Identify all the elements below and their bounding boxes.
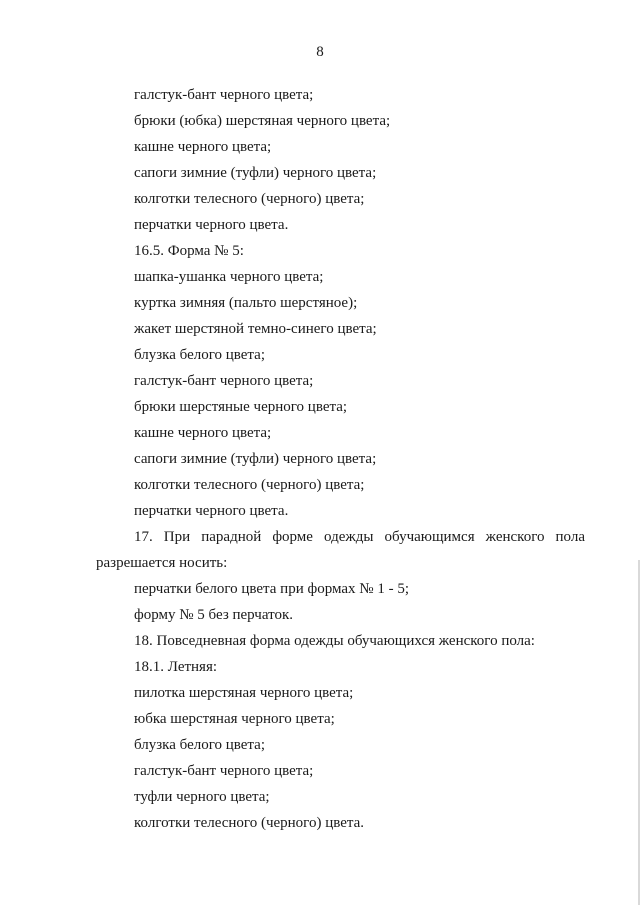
- list-item: юбка шерстяная черного цвета;: [134, 711, 335, 727]
- list-item: блузка белого цвета;: [134, 737, 265, 753]
- list-item: блузка белого цвета;: [134, 347, 265, 363]
- list-item: кашне черного цвета;: [134, 425, 272, 441]
- list-item: галстук-бант черного цвета;: [134, 87, 314, 103]
- list-item: шапка-ушанка черного цвета;: [134, 269, 324, 285]
- list-item: жакет шерстяной темно-синего цвета;: [134, 321, 377, 337]
- paragraph-17-first-line: 17. При парадной форме одежды обучающимся женского пола: [134, 529, 585, 545]
- list-item: галстук-бант черного цвета;: [134, 373, 314, 389]
- list-item: галстук-бант черного цвета;: [134, 763, 314, 779]
- section-heading: 18. Повседневная форма одежды обучающихся женского пола:: [134, 633, 535, 649]
- list-item: сапоги зимние (туфли) черного цвета;: [134, 165, 377, 181]
- paragraph-17-continuation: разрешается носить:: [96, 555, 228, 571]
- list-item: брюки шерстяные черного цвета;: [134, 399, 348, 415]
- list-item: перчатки черного цвета.: [134, 217, 289, 233]
- list-item: брюки (юбка) шерстяная черного цвета;: [134, 113, 391, 129]
- list-item: перчатки белого цвета при формах № 1 - 5;: [134, 581, 409, 597]
- section-heading: 16.5. Форма № 5:: [134, 243, 244, 259]
- list-item: перчатки черного цвета.: [134, 503, 289, 519]
- list-item: кашне черного цвета;: [134, 139, 272, 155]
- list-item: колготки телесного (черного) цвета;: [134, 191, 365, 207]
- list-item: колготки телесного (черного) цвета.: [134, 815, 365, 831]
- list-item: пилотка шерстяная черного цвета;: [134, 685, 354, 701]
- list-item: куртка зимняя (пальто шерстяное);: [134, 295, 358, 311]
- list-item: сапоги зимние (туфли) черного цвета;: [134, 451, 377, 467]
- subsection-heading: 18.1. Летняя:: [134, 659, 218, 675]
- list-item: форму № 5 без перчаток.: [134, 607, 294, 623]
- list-item: колготки телесного (черного) цвета;: [134, 477, 365, 493]
- page-number: 8: [316, 44, 324, 60]
- list-item: туфли черного цвета;: [134, 789, 270, 805]
